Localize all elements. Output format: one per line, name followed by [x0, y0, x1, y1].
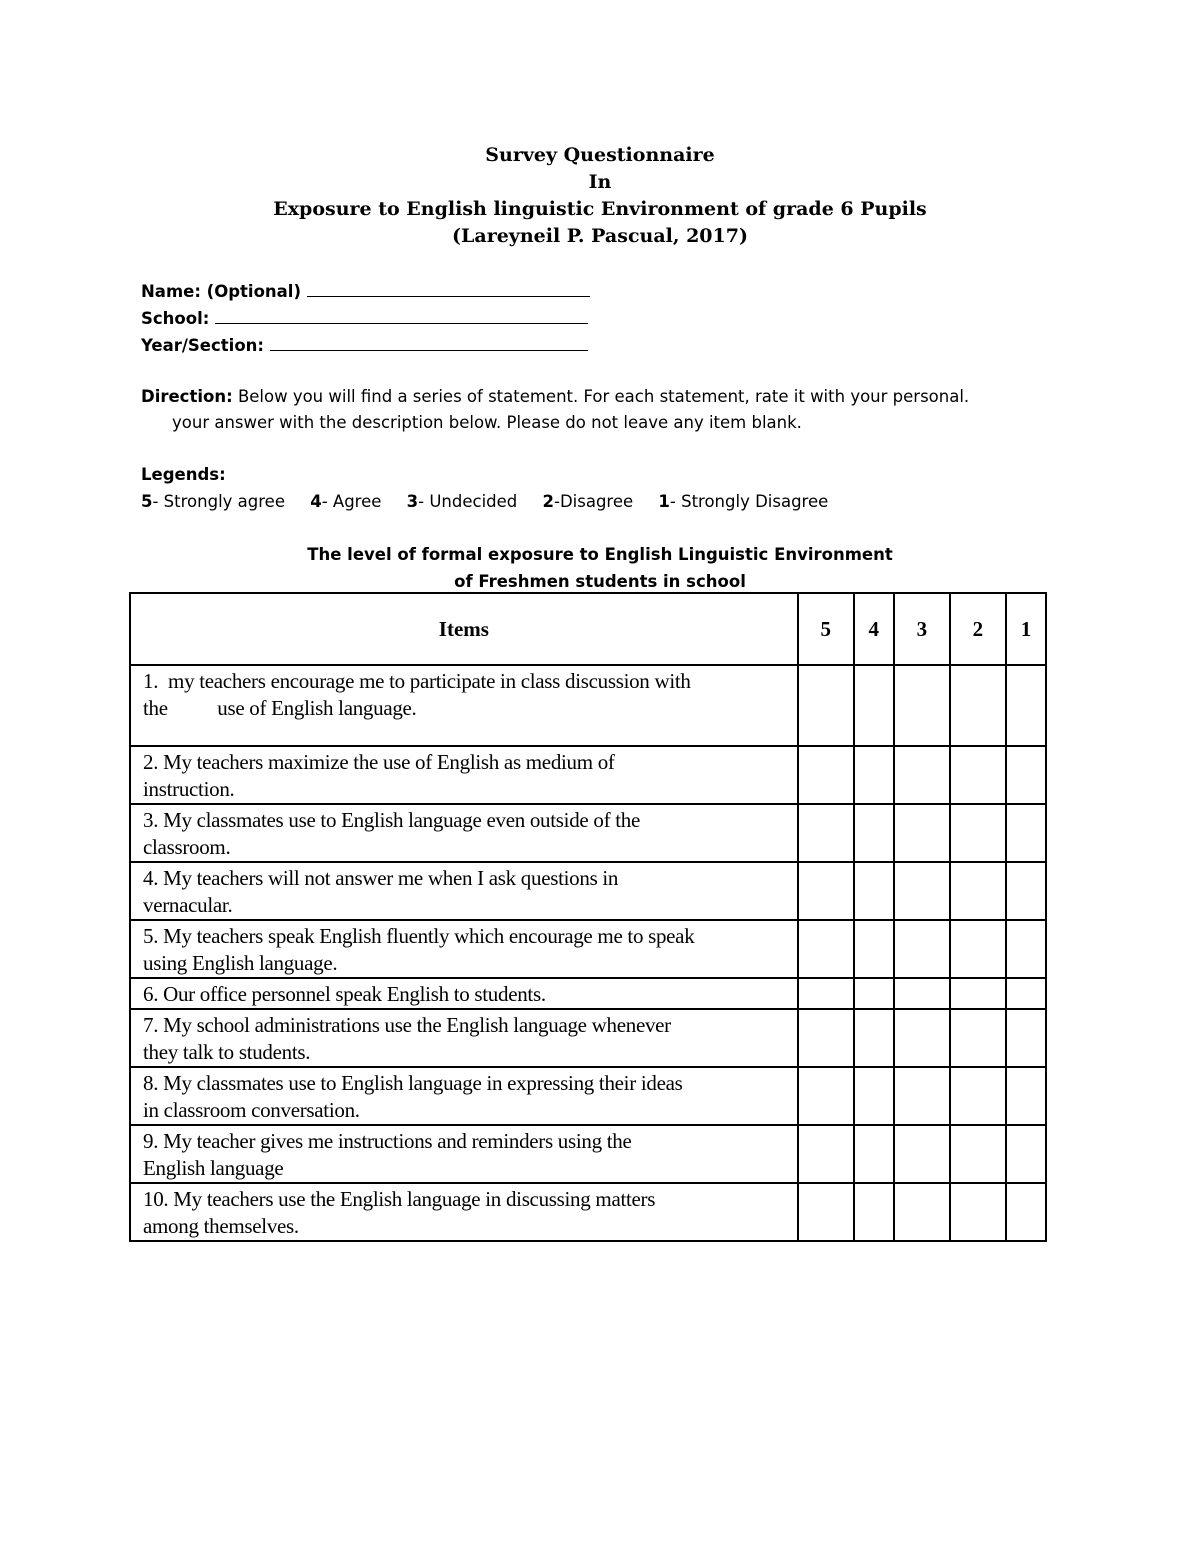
- rating-cell-2[interactable]: [950, 1009, 1006, 1067]
- rating-cell-2[interactable]: [950, 1125, 1006, 1183]
- item-text-line2: English language: [143, 1156, 284, 1180]
- table-title-line2: of Freshmen students in school: [454, 572, 746, 591]
- rating-cell-4[interactable]: [854, 978, 894, 1009]
- item-text-line2: instruction.: [143, 777, 235, 801]
- item-text-line1: 2. My teachers maximize the use of English as medium of: [143, 750, 615, 774]
- item-text-line1: 10. My teachers use the English language in discussing matters: [143, 1187, 656, 1211]
- rating-cell-5[interactable]: [798, 746, 854, 804]
- item-text-line2: among themselves.: [143, 1214, 299, 1238]
- survey-title-line2: In: [588, 171, 612, 193]
- rating-cell-4[interactable]: [854, 862, 894, 920]
- legend-item: [407, 489, 518, 515]
- rating-cell-2[interactable]: [950, 746, 1006, 804]
- legend-item: [658, 489, 828, 515]
- rating-cell-2[interactable]: [950, 978, 1006, 1009]
- rating-cell-3[interactable]: [894, 1009, 950, 1067]
- header-items: Items: [130, 593, 798, 665]
- rating-cell-4[interactable]: [854, 746, 894, 804]
- item-statement: [130, 920, 798, 978]
- legend-number: 4: [310, 492, 322, 511]
- rating-cell-4[interactable]: [854, 1183, 894, 1241]
- rating-cell-1[interactable]: [1006, 1183, 1046, 1241]
- item-statement: [130, 1183, 798, 1241]
- rating-cell-4[interactable]: [854, 804, 894, 862]
- legend-item: [543, 489, 634, 515]
- name-label: Name: (Optional): [141, 282, 302, 301]
- rating-cell-4[interactable]: [854, 1009, 894, 1067]
- table-row: [130, 1183, 1046, 1241]
- header-score-4: 4: [854, 593, 894, 665]
- table-row: [130, 1067, 1046, 1125]
- table-title-line1: The level of formal exposure to English Linguistic Environment: [307, 545, 893, 564]
- legend-number: 5: [141, 492, 153, 511]
- item-statement: [130, 978, 798, 1009]
- table-row: [130, 746, 1046, 804]
- item-text-line1: 8. My classmates use to English language in expressing their ideas: [143, 1071, 683, 1095]
- rating-cell-2[interactable]: [950, 862, 1006, 920]
- rating-cell-2[interactable]: [950, 804, 1006, 862]
- rating-cell-4[interactable]: [854, 1125, 894, 1183]
- legend-text: -Disagree: [554, 492, 634, 511]
- item-text-line1: 6. Our office personnel speak English to students.: [143, 982, 546, 1006]
- direction-label: Direction:: [141, 387, 233, 406]
- survey-subtitle: Exposure to English linguistic Environment of grade 6 Pupils: [273, 198, 927, 220]
- legend-number: 2: [542, 492, 554, 511]
- rating-cell-4[interactable]: [854, 1067, 894, 1125]
- rating-cell-1[interactable]: [1006, 1009, 1046, 1067]
- item-text-line2: vernacular.: [143, 893, 233, 917]
- legend-number: 1: [658, 492, 670, 511]
- rating-cell-5[interactable]: [798, 804, 854, 862]
- table-row: [130, 1125, 1046, 1183]
- table-row: [130, 862, 1046, 920]
- rating-cell-1[interactable]: [1006, 1125, 1046, 1183]
- legend-text: - Agree: [321, 492, 382, 511]
- item-text-line2: using English language.: [143, 951, 338, 975]
- rating-cell-5[interactable]: [798, 665, 854, 746]
- item-statement: [130, 1125, 798, 1183]
- name-field: [141, 278, 590, 302]
- rating-cell-2[interactable]: [950, 1067, 1006, 1125]
- table-title: [0, 541, 1200, 595]
- item-text-line1: 7. My school administrations use the English language whenever: [143, 1013, 671, 1037]
- direction-text-line2: your answer with the description below. Please do not leave any item blank.: [172, 413, 802, 432]
- legends-row: [141, 489, 848, 515]
- document-header: [0, 142, 1200, 250]
- rating-cell-3[interactable]: [894, 920, 950, 978]
- header-score-2: 2: [950, 593, 1006, 665]
- item-statement: [130, 1009, 798, 1067]
- rating-cell-1[interactable]: [1006, 978, 1046, 1009]
- rating-cell-4[interactable]: [854, 665, 894, 746]
- rating-cell-1[interactable]: [1006, 1067, 1046, 1125]
- rating-cell-2[interactable]: [950, 665, 1006, 746]
- rating-cell-5[interactable]: [798, 1067, 854, 1125]
- direction-paragraph: [141, 384, 1041, 436]
- rating-cell-5[interactable]: [798, 1125, 854, 1183]
- item-statement: [130, 665, 798, 746]
- school-field: [141, 305, 588, 329]
- year-section-label: Year/Section:: [141, 336, 265, 355]
- legend-item: [141, 489, 285, 515]
- survey-author: (Lareyneil P. Pascual, 2017): [452, 225, 748, 247]
- rating-cell-3[interactable]: [894, 1183, 950, 1241]
- rating-cell-5[interactable]: [798, 978, 854, 1009]
- item-statement: [130, 804, 798, 862]
- school-label: School:: [141, 309, 210, 328]
- item-text-line2: classroom.: [143, 835, 231, 859]
- rating-cell-3[interactable]: [894, 978, 950, 1009]
- header-score-3: 3: [894, 593, 950, 665]
- item-text-line2: they talk to students.: [143, 1040, 311, 1064]
- table-row: [130, 1009, 1046, 1067]
- rating-cell-3[interactable]: [894, 665, 950, 746]
- item-text-line2: in classroom conversation.: [143, 1098, 360, 1122]
- legends-title: Legends:: [141, 465, 226, 484]
- rating-cell-5[interactable]: [798, 920, 854, 978]
- rating-cell-2[interactable]: [950, 920, 1006, 978]
- item-statement: [130, 746, 798, 804]
- table-row: [130, 920, 1046, 978]
- rating-cell-5[interactable]: [798, 1183, 854, 1241]
- name-blank-line[interactable]: [307, 278, 590, 297]
- year-section-blank-line[interactable]: [270, 332, 588, 351]
- item-text-line1: 4. My teachers will not answer me when I ask questions in: [143, 866, 619, 890]
- legend-item: [310, 489, 381, 515]
- survey-table: [129, 592, 1047, 1242]
- header-score-5: 5: [798, 593, 854, 665]
- rating-cell-1[interactable]: [1006, 665, 1046, 746]
- table-row: [130, 978, 1046, 1009]
- item-text-line2: the use of English language.: [143, 696, 417, 720]
- year-section-field: [141, 332, 588, 356]
- rating-cell-1[interactable]: [1006, 804, 1046, 862]
- rating-cell-3[interactable]: [894, 1125, 950, 1183]
- rating-cell-5[interactable]: [798, 1009, 854, 1067]
- table-row: [130, 665, 1046, 746]
- item-text-line1: 1. my teachers encourage me to participate in class discussion with: [143, 669, 691, 693]
- rating-cell-3[interactable]: [894, 804, 950, 862]
- legend-text: - Undecided: [418, 492, 518, 511]
- rating-cell-1[interactable]: [1006, 920, 1046, 978]
- rating-cell-1[interactable]: [1006, 746, 1046, 804]
- rating-cell-3[interactable]: [894, 746, 950, 804]
- rating-cell-2[interactable]: [950, 1183, 1006, 1241]
- item-statement: [130, 1067, 798, 1125]
- item-statement: [130, 862, 798, 920]
- school-blank-line[interactable]: [215, 305, 588, 324]
- rating-cell-1[interactable]: [1006, 862, 1046, 920]
- rating-cell-3[interactable]: [894, 862, 950, 920]
- rating-cell-5[interactable]: [798, 862, 854, 920]
- table-header-row: [130, 593, 1046, 665]
- direction-text-line1: Below you will find a series of statement. For each statement, rate it with your personal.: [237, 387, 970, 406]
- rating-cell-3[interactable]: [894, 1067, 950, 1125]
- survey-title: Survey Questionnaire: [485, 144, 715, 166]
- item-text-line1: 9. My teacher gives me instructions and reminders using the: [143, 1129, 632, 1153]
- header-score-1: 1: [1006, 593, 1046, 665]
- item-text-line1: 3. My classmates use to English language even outside of the: [143, 808, 640, 832]
- legend-text: - Strongly Disagree: [669, 492, 829, 511]
- legend-text: - Strongly agree: [152, 492, 285, 511]
- rating-cell-4[interactable]: [854, 920, 894, 978]
- item-text-line1: 5. My teachers speak English fluently which encourage me to speak: [143, 924, 695, 948]
- table-row: [130, 804, 1046, 862]
- legend-number: 3: [406, 492, 419, 511]
